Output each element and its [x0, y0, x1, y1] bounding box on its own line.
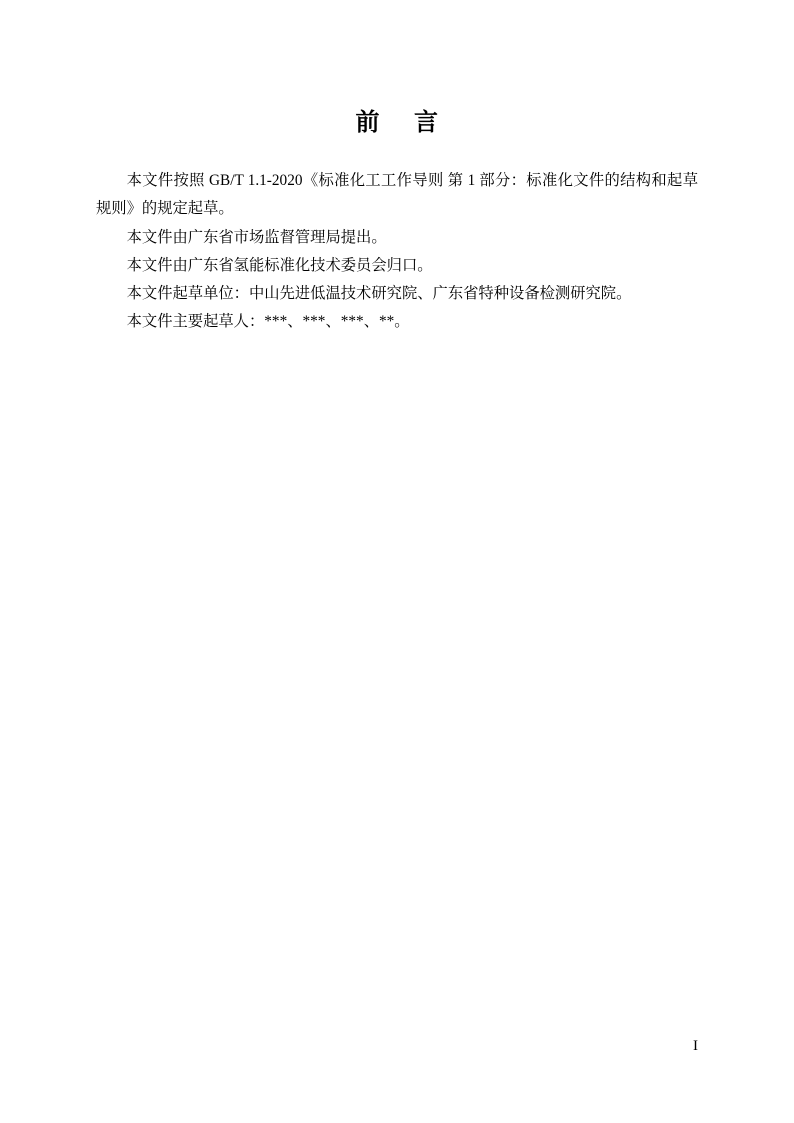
page-content — [96, 0, 698, 1123]
page-title-left: 前 — [355, 108, 380, 136]
foreword-paragraph-5: 本文件主要起草人：***、***、***、**。 — [126, 313, 410, 331]
foreword-paragraph-1: 本文件按照 GB/T 1.1-2020《标准化工工作导则 第 1 部分：标准化文件的结构和起草规则》的规定起草。 — [96, 172, 698, 218]
foreword-paragraph-2: 本文件由广东省市场监督管理局提出。 — [126, 228, 387, 246]
foreword-paragraph-3: 本文件由广东省氢能标准化技术委员会归口。 — [126, 256, 433, 274]
foreword-paragraph-4: 本文件起草单位：中山先进低温技术研究院、广东省特种设备检测研究院。 — [126, 285, 632, 303]
foreword-body — [96, 167, 698, 337]
page-title — [96, 0, 698, 137]
page-number: I — [693, 1038, 698, 1054]
page-title-right: 言 — [414, 108, 439, 136]
